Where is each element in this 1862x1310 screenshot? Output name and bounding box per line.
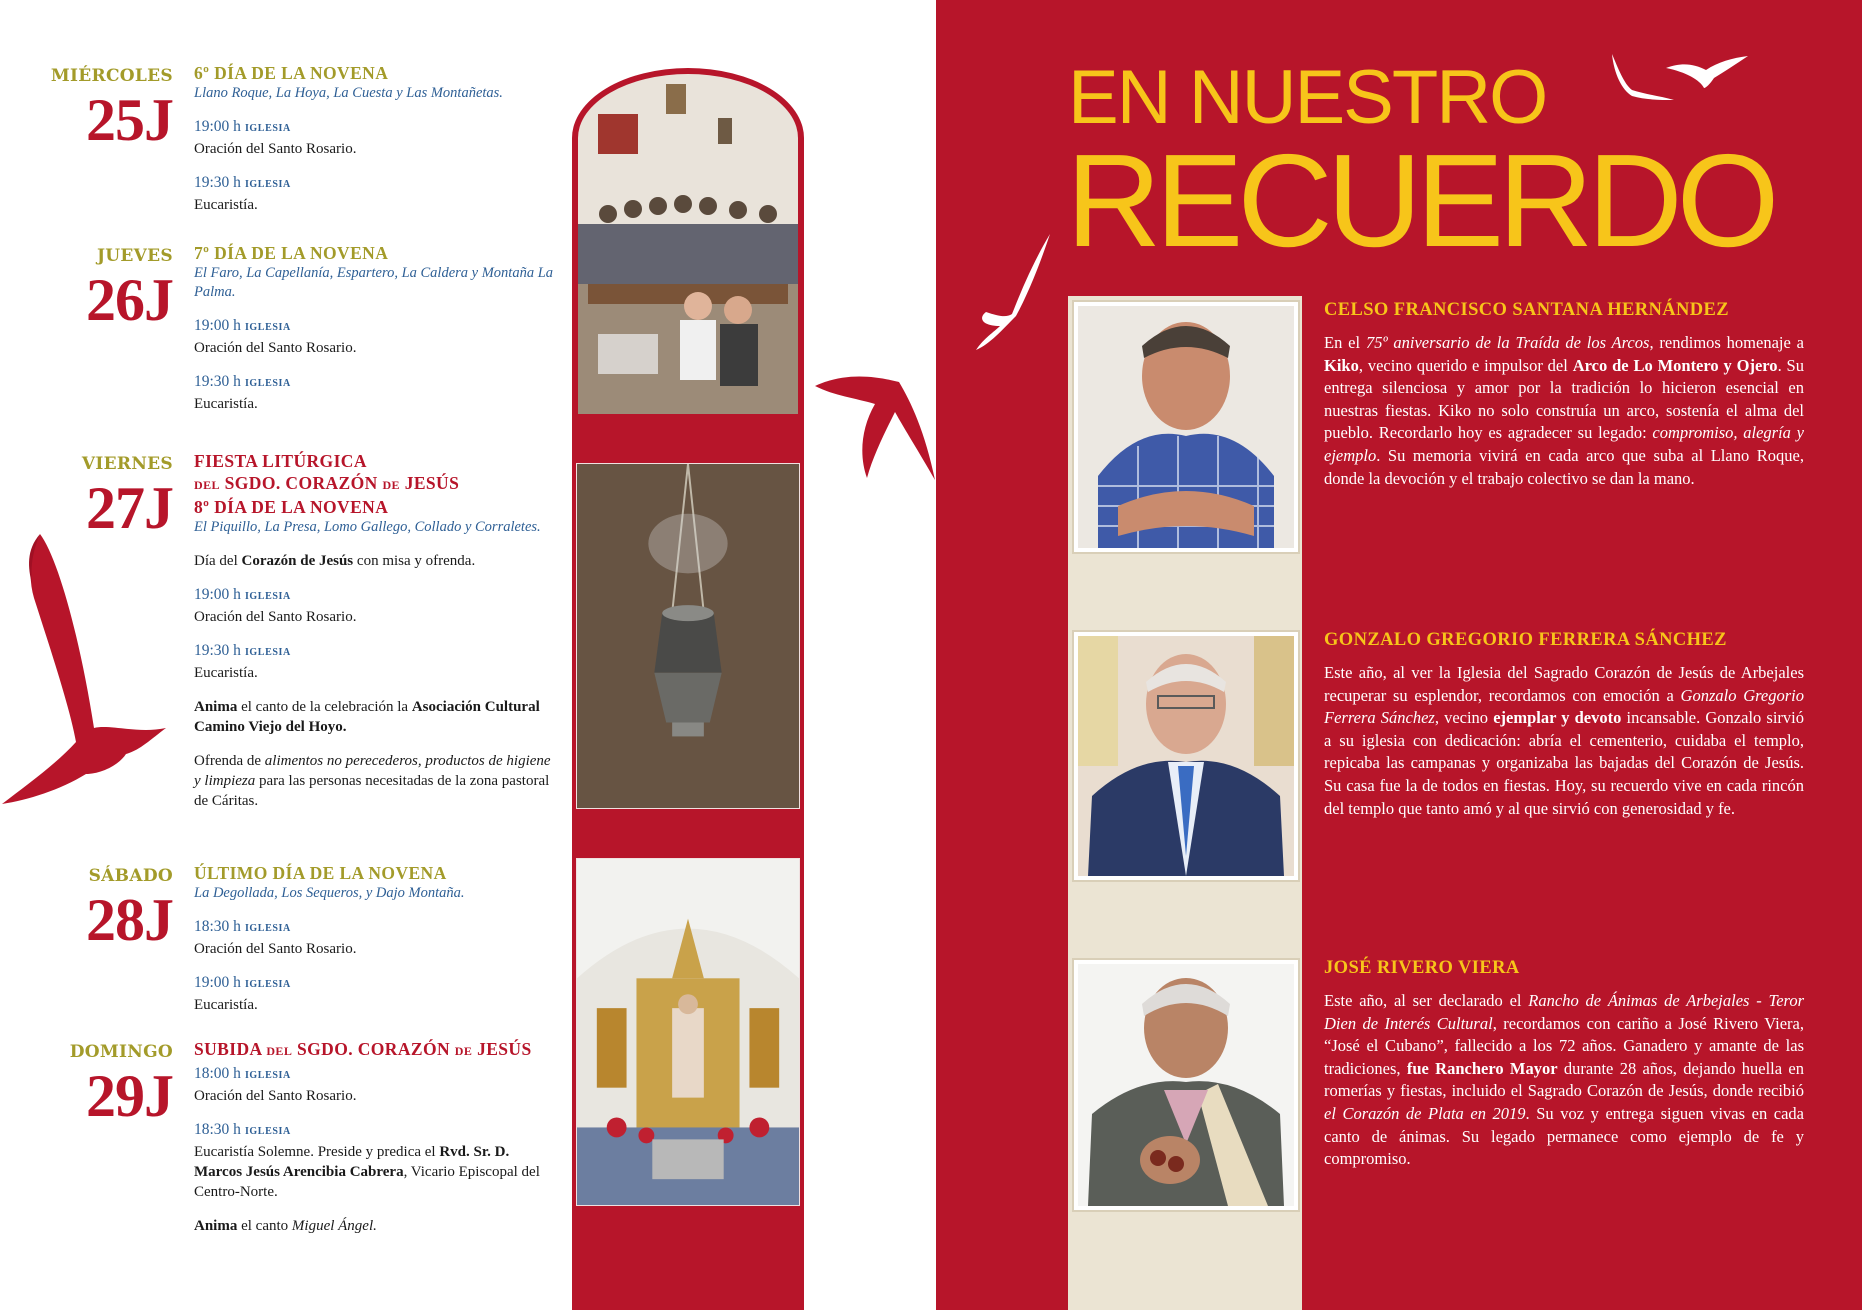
portrait-gonzalo — [1072, 630, 1300, 882]
event — [194, 372, 560, 414]
event-place: IGLESIA — [244, 179, 291, 190]
portrait-celso — [1072, 300, 1300, 554]
event-place: IGLESIA — [244, 1126, 291, 1137]
feast-subtitle: DEL SGDO. CORAZÓN DE JESÚS — [194, 473, 460, 493]
event-text: Eucaristía Solemne. Preside y predica el Rvd. Sr. D. Marcos Jesús Arencibia Cabrera, Vicario Episcopal del Centro-Norte. — [194, 1144, 540, 1200]
feast-title: FIESTA LITÚRGICA — [194, 451, 367, 471]
day-date: 27J — [86, 475, 173, 541]
event-place: IGLESIA — [244, 378, 291, 389]
anima-text: Anima el canto de la celebración la Asociación Cultural Camino Viejo del Hoyo. — [194, 699, 540, 735]
event-time: 18:00 h — [194, 1065, 241, 1082]
seagull-icon — [1666, 56, 1748, 88]
event-time: 19:00 h — [194, 317, 241, 334]
seagull-icon — [0, 528, 172, 804]
event-text: Oración del Santo Rosario. — [194, 340, 357, 356]
person-tribute: Este año, al ver la Iglesia del Sagrado Corazón de Jesús de Arbejales recuperar su esplendor, recordamos con emoción a Gonzalo Gregorio Ferrera Sánchez, vecino ejemplar y devoto incansable. Gonzalo sirvió a su iglesia con dedicación: abría el cementerio, cuidaba el templo, repicaba las campanas y organizaba las bajadas del Corazón de Jesús. Su casa fue la de todos en fiestas. Hoy, su recuerdo vive en cada rincón del templo que tanto amó y al que sirvió con generosidad y fe. — [1324, 663, 1804, 818]
event-time: 19:30 h — [194, 642, 241, 659]
day-name: SÁBADO — [88, 866, 173, 886]
event-text: Oración del Santo Rosario. — [194, 1088, 357, 1104]
event — [194, 1064, 560, 1106]
event-text: Oración del Santo Rosario. — [194, 941, 357, 957]
intro-text: Día del Corazón de Jesús con misa y ofrenda. — [194, 553, 476, 569]
event-text: Eucaristía. — [194, 197, 258, 213]
church-congregation-photo — [572, 68, 804, 420]
areas-text: La Degollada, Los Sequeros, y Dajo Montaña. — [194, 885, 465, 901]
person-tribute: Este año, al ser declarado el Rancho de Ánimas de Arbejales - Teror Dien de Interés Cultural, recordamos con cariño a José Rivero Viera, “José el Cubano”, fallecido a los 72 años. Ganadero y amante de las tradiciones, fue Ranchero Mayor durante 28 años, dejando huella en romerías y fiestas, incluido el Sagrado Corazón de Jesús, donde recibió el Corazón de Plata en 2019. Su voz y entrega siguen vivas en cada canto de ánimas. Su legado permanece como ejemplo de fe y compromiso. — [1324, 991, 1804, 1169]
novena-title: 6º DÍA DE LA NOVENA — [194, 63, 389, 83]
event-place: IGLESIA — [244, 647, 291, 658]
event-place: IGLESIA — [244, 979, 291, 990]
event-time: 19:00 h — [194, 118, 241, 135]
event-text: Eucaristía. — [194, 665, 258, 681]
areas-text: El Piquillo, La Presa, Lomo Gallego, Collado y Corraletes. — [194, 519, 541, 535]
memorial-jose — [1324, 956, 1804, 1171]
anima-text: Anima el canto Miguel Ángel. — [194, 1218, 377, 1234]
day-date: 25J — [86, 87, 173, 153]
day-date: 29J — [86, 1063, 173, 1129]
novena-title: 7º DÍA DE LA NOVENA — [194, 243, 389, 263]
person-name: CELSO FRANCISCO SANTANA HERNÁNDEZ — [1324, 300, 1730, 320]
person-name: JOSÉ RIVERO VIERA — [1324, 958, 1520, 978]
person-name: GONZALO GREGORIO FERRERA SÁNCHEZ — [1324, 630, 1727, 650]
ofrenda-text: Ofrenda de alimentos no perecederos, productos de higiene y limpieza para las personas necesitadas de la zona pastoral de Cáritas. — [194, 753, 551, 809]
person-tribute: En el 75º aniversario de la Traída de los Arcos, rendimos homenaje a Kiko, vecino querido e impulsor del Arco de Lo Montero y Ojero. Su entrega silenciosa y amor por la tradición lo hicieron esencial en nuestras fiestas. Kiko no solo construía un arco, sostenía el alma del pueblo. Recordarlo hoy es agradecer su legado: compromiso, alegría y ejemplo. Su memoria vivirá en cada arco que suba al Llano Roque, donde la devoción y el trabajo colectivo se dan la mano. — [1324, 333, 1804, 488]
event-time: 19:30 h — [194, 174, 241, 191]
event-time: 19:00 h — [194, 974, 241, 991]
event — [194, 117, 560, 159]
seagull-icon — [815, 372, 935, 482]
areas-text: El Faro, La Capellanía, Espartero, La Caldera y Montaña La Palma. — [194, 265, 554, 300]
event-place: IGLESIA — [244, 123, 291, 134]
event-time: 19:30 h — [194, 373, 241, 390]
memorial-gonzalo — [1324, 628, 1804, 820]
memoriam-title-line2: RECUERDO — [1066, 127, 1774, 274]
procession-title: SUBIDA DEL SGDO. CORAZÓN DE JESÚS — [194, 1039, 532, 1059]
day-name: MIÉRCOLES — [50, 66, 173, 86]
day-name: JUEVES — [96, 246, 173, 266]
event — [194, 641, 560, 683]
areas-text: Llano Roque, La Hoya, La Cuesta y Las Montañetas. — [194, 85, 503, 101]
event-text: Oración del Santo Rosario. — [194, 141, 357, 157]
event — [194, 917, 560, 959]
event — [194, 973, 560, 1015]
event-time: 18:30 h — [194, 1121, 241, 1138]
day-name: VIERNES — [81, 454, 173, 474]
novena-title: ÚLTIMO DÍA DE LA NOVENA — [194, 863, 447, 883]
day-date: 28J — [86, 887, 173, 953]
event — [194, 585, 560, 627]
event-text: Eucaristía. — [194, 997, 258, 1013]
event-time: 19:00 h — [194, 586, 241, 603]
event-place: IGLESIA — [244, 1070, 291, 1081]
event-text: Oración del Santo Rosario. — [194, 609, 357, 625]
memorial-celso — [1324, 298, 1804, 490]
event-text: Eucaristía. — [194, 396, 258, 412]
portrait-jose — [1072, 958, 1300, 1212]
memoriam-title-line1: EN NUESTRO — [1068, 55, 1547, 140]
incense-censer-photo — [576, 463, 800, 809]
event-time: 18:30 h — [194, 918, 241, 935]
event-place: IGLESIA — [244, 923, 291, 934]
novena-title: 8º DÍA DE LA NOVENA — [194, 497, 389, 517]
event — [194, 1120, 560, 1202]
day-date: 26J — [86, 267, 173, 333]
event-place: IGLESIA — [244, 591, 291, 602]
event — [194, 173, 560, 215]
event — [194, 316, 560, 358]
day-name: DOMINGO — [69, 1042, 173, 1062]
altar-photo — [576, 858, 800, 1206]
event-place: IGLESIA — [244, 322, 291, 333]
seagull-icon — [976, 234, 1054, 354]
